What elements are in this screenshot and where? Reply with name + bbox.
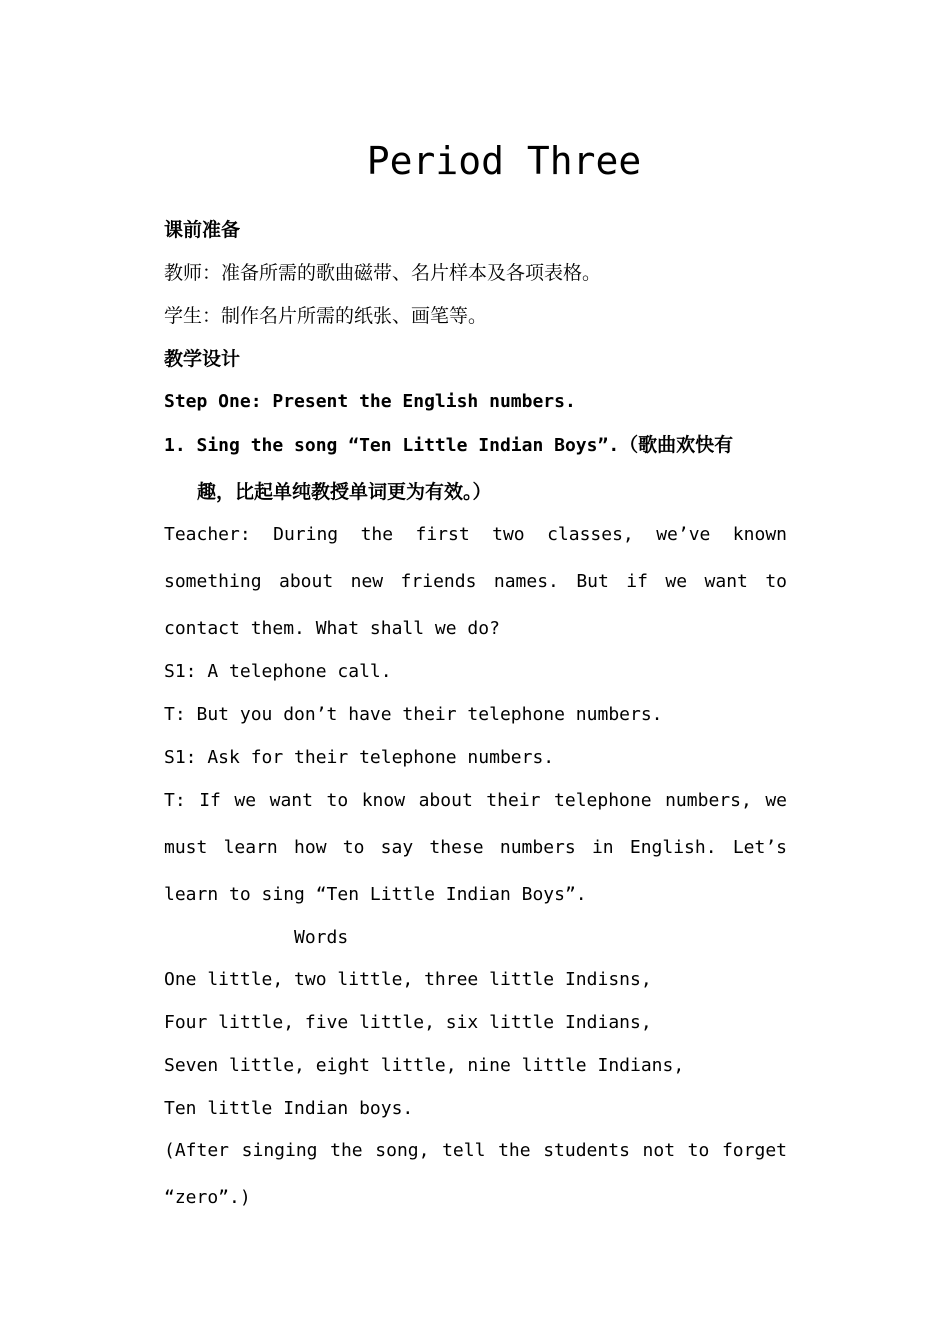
- teacher-line-7: learn to sing “Ten Little Indian Boys”.: [164, 884, 587, 905]
- note-line-2: “zero”.): [164, 1187, 251, 1208]
- song-line-3: Seven little, eight little, nine little Indians,: [164, 1055, 685, 1076]
- teacher-line-1: Teacher: During the first two classes, we’ve known: [164, 524, 787, 545]
- teacher-line-2: something about new friends names. But if we want to: [164, 571, 787, 592]
- teacher-line-3: contact them. What shall we do?: [164, 618, 500, 639]
- teacher-line-6: must learn how to say these numbers in English. Let’s: [164, 837, 787, 858]
- prep-heading: 课前准备: [164, 219, 241, 241]
- item-one-line-1: [164, 433, 787, 458]
- song-line-2: Four little, five little, six little Indians,: [164, 1012, 652, 1033]
- step-one-heading: Step One: Present the English numbers.: [164, 391, 576, 412]
- song-line-4: Ten little Indian boys.: [164, 1098, 414, 1119]
- design-heading: 教学设计: [164, 348, 241, 370]
- student-prep-line: 学生：制作名片所需的纸张、画笔等。: [164, 305, 488, 327]
- item-one-english: 1. Sing the song “Ten Little Indian Boys”.: [164, 435, 620, 456]
- item-one-line-2: 趣，比起单纯教授单词更为有效。）: [197, 481, 492, 503]
- teacher-prep-line: 教师：准备所需的歌曲磁带、名片样本及各项表格。: [164, 262, 602, 284]
- student-reply-1: S1: A telephone call.: [164, 661, 392, 682]
- teacher-line-5: T: If we want to know about their telephone numbers, we: [164, 790, 787, 811]
- song-words-label: Words: [294, 927, 349, 948]
- song-line-1: One little, two little, three little Indisns,: [164, 969, 652, 990]
- teacher-line-4: T: But you don’t have their telephone numbers.: [164, 704, 663, 725]
- note-line-1: (After singing the song, tell the students not to forget: [164, 1140, 787, 1161]
- student-reply-2: S1: Ask for their telephone numbers.: [164, 747, 555, 768]
- page-title: Period Three: [366, 139, 642, 183]
- item-one-chinese: （歌曲欢快有: [619, 434, 734, 456]
